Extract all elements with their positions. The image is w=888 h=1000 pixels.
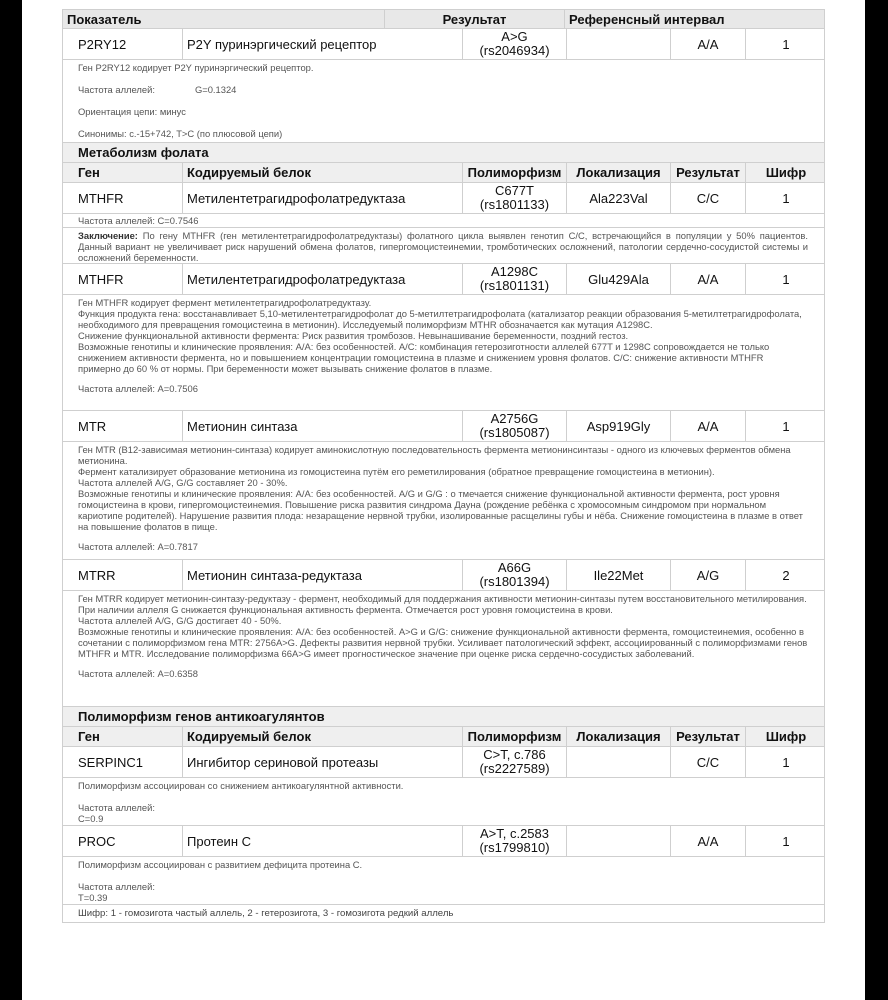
right-black-edge (865, 0, 888, 1000)
poly-line-1: A>G (501, 29, 528, 44)
freq-line (78, 84, 808, 95)
note-line: Полиморфизм ассоциирован со снижением антикоагулянтной активности. (78, 780, 404, 791)
header-result: Результат (385, 10, 565, 29)
note-line: Ген MTRR кодирует метионин-синтазу-редуктазу - фермент, необходимый для поддержания активности метионин-синтазы путем восстановительного метилирования. (78, 593, 807, 604)
freq-line: Частота аллелей: A=0.7817 (78, 541, 198, 552)
anticoag-column-header (62, 727, 825, 747)
note-line: Возможные генотипы и клинические проявления: A/A: без особенностей. A/G и G/G : о тмечается снижение функциональной активности фермента, рост уровня гомоцистеина в крови, гипергомоцистеинемия. Повышение риска развития синдрома Дауна (рождение ребёнка с хромосомным синдромом при нормальном кариотипе родителей). Нарушение развития плода: незаращение нервной трубки, изолированные расщелины губы и нёба. Снижение гомоцистеина в плазме в ответ на повышение фолатов в пище. (78, 488, 803, 532)
col-localization: Локализация (567, 727, 671, 746)
serpinc1-note (62, 778, 825, 826)
col-result: Результат (671, 163, 746, 182)
mthfr-c677t-freq (62, 214, 825, 228)
poly-line-2: (rs1805087) (479, 425, 550, 440)
section-anticoagulants: Полиморфизм генов антикоагулянтов (62, 707, 825, 727)
polymorphism-cell (463, 183, 567, 213)
col-result: Результат (671, 727, 746, 746)
protein-cell: P2Y пуринэргический рецептор (183, 29, 463, 59)
col-polymorphism: Полиморфизм (463, 163, 567, 182)
table-row-serpinc1 (62, 747, 825, 778)
freq-value: G=0.1324 (194, 84, 237, 95)
protein-cell: Метионин синтаза (183, 411, 463, 441)
table-row-mtr (62, 411, 825, 442)
results-table (62, 9, 825, 923)
protein-cell: Метилентетрагидрофолатредуктаза (183, 264, 463, 294)
orientation-line: Ориентация цепи: минус (78, 106, 186, 117)
table-row-mtrr (62, 560, 825, 591)
col-polymorphism: Полиморфизм (463, 727, 567, 746)
note-line: Ген P2RY12 кодирует P2Y пуринэргический рецептор. (78, 62, 314, 73)
localization-cell (567, 29, 671, 59)
freq-line: Частота аллелей: A=0.7506 (78, 383, 198, 394)
gene-cell: MTHFR (63, 183, 183, 213)
result-cell: C/C (671, 747, 746, 777)
note-line: При наличии аллеля G снижается функциональная активность фермента. Отмечается рост уровня гомоцистеина в крови. (78, 604, 613, 615)
col-code: Шифр (765, 729, 807, 744)
poly-line-2: (rs2046934) (479, 43, 550, 58)
table-row-mthfr-c677t (62, 183, 825, 214)
code-cell: 1 (782, 418, 790, 434)
poly-line-2: (rs1799810) (479, 840, 550, 855)
protein-cell: Ингибитор сериновой протеазы (183, 747, 463, 777)
result-cell: C/C (671, 183, 746, 213)
result-cell: A/A (671, 264, 746, 294)
code-cell: 1 (782, 754, 790, 770)
polymorphism-cell (463, 747, 567, 777)
freq-value: C=0.9 (78, 813, 104, 824)
left-black-edge (0, 0, 22, 1000)
protein-cell: Метионин синтаза-редуктаза (183, 560, 463, 590)
polymorphism-cell (463, 826, 567, 856)
localization-cell: Ile22Met (567, 560, 671, 590)
poly-line-2: (rs2227589) (479, 761, 550, 776)
mthfr-c677t-conclusion (62, 228, 825, 264)
table-header (62, 9, 825, 29)
code-cell: 1 (782, 190, 790, 206)
poly-line-1: A1298C (491, 264, 538, 279)
poly-line-2: (rs1801131) (479, 278, 550, 293)
gene-cell: MTHFR (63, 264, 183, 294)
note-line: Полиморфизм ассоциирован с развитием дефицита протеина C. (78, 859, 363, 870)
code-cell: 1 (782, 271, 790, 287)
note-line: Частота аллелей A/G, G/G составляет 20 - 30%. (78, 477, 288, 488)
gene-cell: PROC (63, 826, 183, 856)
localization-cell (567, 747, 671, 777)
gene-cell: MTR (63, 411, 183, 441)
polymorphism-cell (463, 560, 567, 590)
freq-value: T=0.39 (78, 892, 108, 903)
note-line: Частота аллелей A/G, G/G достигает 40 - 50%. (78, 615, 282, 626)
section-folate: Метаболизм фолата (62, 143, 825, 163)
result-cell: A/A (671, 29, 746, 59)
col-protein: Кодируемый белок (183, 727, 463, 746)
note-line: Возможные генотипы и клинические проявления: A/A: без особенностей. A>G и G/G: снижение функциональной активности фермента, гомоцистеинемия, особенно в сочетании с полиморфизмом гена MTR: 2756A>G. Дефекты развития нервной трубки. Усиливает патологический эффект, ассоциированный с полиморфизмами генов MTHFR и MTR. Исследование полиморфизма 66A>G имеет прогностическое значение при оценке риска сердечно-сосудистых заболеваний. (78, 626, 808, 659)
col-code: Шифр (765, 165, 807, 180)
freq-label: Частота аллелей: (78, 802, 155, 813)
poly-line-1: C677T (494, 183, 534, 198)
note-line: Ген MTHFR кодирует фермент метилентетрагидрофолатредуктазу. (78, 297, 372, 308)
conclusion-text (78, 230, 808, 263)
synonyms-line: Синонимы: c.-15+742, T>C (по плюсовой цепи) (78, 128, 283, 139)
note-line: Возможные генотипы и клинические проявления: A/A: без особенностей. A/C: комбинация гетерозиготности аллелей 677T и 1298C сопровождается не только снижением активности фермента, но и повышением концентрации гомоцистеина в плазме и снижением уровня фолатов. C/C: снижение активности MTHFR примерно до 60 % от нормы. При беременности может вызывать снижение фолатов в плазме. (78, 341, 770, 374)
table-row-p2ry12 (62, 29, 825, 60)
freq-line: Частота аллелей: A=0.6358 (78, 668, 198, 679)
note-line: Ген MTR (B12-зависимая метионин-синтаза) кодирует аминокислотную последовательность фермента метионинсинтазы - одного из ключевых ферментов обмена метионина. (78, 444, 791, 466)
freq-line: Частота аллелей: C=0.7546 (78, 215, 199, 226)
mtr-note (62, 442, 825, 560)
proc-note (62, 857, 825, 905)
poly-line-2: (rs1801394) (479, 574, 550, 589)
col-gene: Ген (63, 163, 183, 182)
code-cell: 1 (782, 833, 790, 849)
result-cell: A/A (671, 411, 746, 441)
code-legend: Шифр: 1 - гомозигота частый аллель, 2 - гетерозигота, 3 - гомозигота редкий аллель (62, 905, 825, 923)
localization-cell (567, 826, 671, 856)
result-cell: A/G (671, 560, 746, 590)
code-cell: 1 (782, 36, 790, 52)
localization-cell: Glu429Ala (567, 264, 671, 294)
protein-cell: Протеин C (183, 826, 463, 856)
gene-cell: P2RY12 (63, 29, 183, 59)
poly-line-1: A2756G (490, 411, 539, 426)
poly-line-1: A>T, c.2583 (479, 826, 549, 841)
table-row-mthfr-a1298c (62, 264, 825, 295)
polymorphism-cell (463, 29, 567, 59)
polymorphism-cell (463, 411, 567, 441)
poly-line-2: (rs1801133) (479, 197, 550, 212)
freq-label: Частота аллелей: (78, 881, 155, 892)
col-localization: Локализация (567, 163, 671, 182)
gene-cell: MTRR (63, 560, 183, 590)
p2ry12-note (62, 60, 825, 143)
protein-cell: Метилентетрагидрофолатредуктаза (183, 183, 463, 213)
poly-line-1: C>T, c.786 (483, 747, 546, 762)
poly-line-1: A66G (497, 560, 532, 575)
table-row-proc (62, 826, 825, 857)
folate-column-header (62, 163, 825, 183)
mthfr-a1298c-note (62, 295, 825, 411)
conclusion-label: Заключение: (78, 230, 138, 241)
code-cell: 2 (782, 567, 790, 583)
col-protein: Кодируемый белок (183, 163, 463, 182)
note-line: Функция продукта гена: восстанавливает 5,10-метилентетрагидрофолат до 5-метилтетрагидрофолата (катализатор реакции образования 5-метилтетрагидрофолата, необходимого для превращения гомоцистеина в метионин). Исследуемый полиморфизм MTHR обозначается как мутация A1298C. (78, 308, 802, 330)
col-gene: Ген (63, 727, 183, 746)
note-line: Фермент катализирует образование метионина из гомоцистеина путём его реметилирования (обратное превращение гомоцистеина в метионин). (78, 466, 715, 477)
note-line: Снижение функциональной активности фермента: Риск развития тромбозов. Невынашивание беременности, поздний гестоз. (78, 330, 629, 341)
header-indicator: Показатель (63, 10, 385, 29)
conclusion-body: По гену MTHFR (ген метилентетрагидрофолатредуктазы) фолатного цикла выявлен генотип C/C, встречающийся в популяции у 50% пациентов. Данный вариант не увеличивает риск нарушений обмена фолатов, гипергомоцистеинемии, тромботических осложнений, патологии сердечно-сосудистой системы и осложнений беременности. (78, 230, 808, 263)
freq-label: Частота аллелей: (78, 84, 155, 95)
localization-cell: Ala223Val (567, 183, 671, 213)
localization-cell: Asp919Gly (567, 411, 671, 441)
mtrr-note (62, 591, 825, 707)
result-cell: A/A (671, 826, 746, 856)
gene-cell: SERPINC1 (63, 747, 183, 777)
polymorphism-cell (463, 264, 567, 294)
header-reference: Референсный интервал (569, 12, 725, 27)
